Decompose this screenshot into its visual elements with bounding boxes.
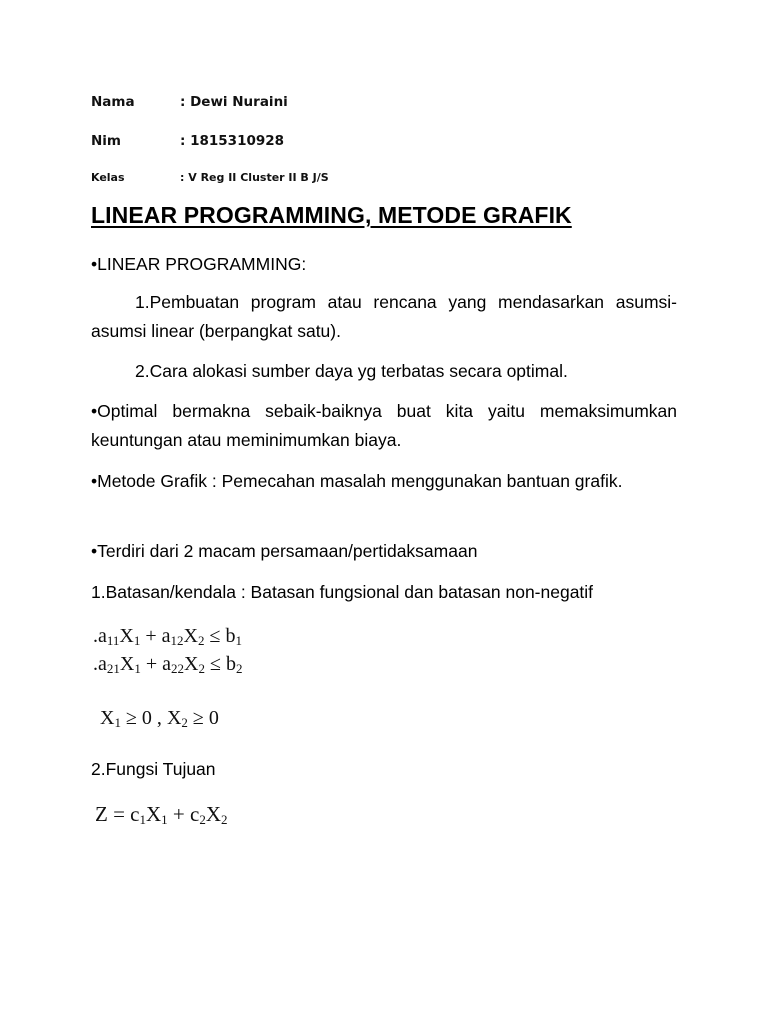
constraint-equation-2: $.a_{21}X_1 + a_{22}X_2 \le b_2$ bbox=[93, 653, 243, 676]
lp-heading: •LINEAR PROGRAMMING: bbox=[91, 254, 307, 274]
nim-value: : 1815310928 bbox=[180, 133, 285, 149]
lp-point-2: 2.Cara alokasi sumber daya yg terbatas secara optimal. bbox=[135, 361, 568, 381]
document-title: LINEAR PROGRAMMING, METODE GRAFIK bbox=[91, 202, 572, 228]
objective-function-equation: $Z = c_1X_1 + c_2X_2$ bbox=[95, 802, 228, 827]
kelas-label: Kelas bbox=[91, 171, 125, 184]
name-label: Nama bbox=[91, 94, 135, 110]
metode-grafik-paragraph: •Metode Grafik : Pemecahan masalah menggunakan bantuan grafik. bbox=[91, 471, 623, 491]
kelas-value: : V Reg II Cluster II B J/S bbox=[180, 171, 329, 184]
optimal-paragraph: •Optimal bermakna sebaik-baiknya buat kita yaitu memaksimumkan keuntungan atau meminimumkan biaya. bbox=[91, 401, 677, 450]
nim-label: Nim bbox=[91, 133, 121, 149]
fungsi-tujuan-heading: 2.Fungsi Tujuan bbox=[91, 759, 216, 779]
batasan-paragraph: 1.Batasan/kendala : Batasan fungsional dan batasan non-negatif bbox=[91, 582, 594, 602]
constraint-equation-1: $.a_{11}X_1 + a_{12}X_2 \le b_1$ bbox=[93, 625, 242, 648]
terdiri-paragraph: •Terdiri dari 2 macam persamaan/pertidaksamaan bbox=[91, 541, 478, 561]
name-value: : Dewi Nuraini bbox=[180, 94, 288, 110]
non-negativity-equation: $X_1 \ge 0$ , $X_2 \ge 0$ bbox=[100, 707, 219, 730]
lp-point-1: 1.Pembuatan program atau rencana yang mendasarkan asumsi-asumsi linear (berpangkat satu). bbox=[91, 292, 677, 341]
